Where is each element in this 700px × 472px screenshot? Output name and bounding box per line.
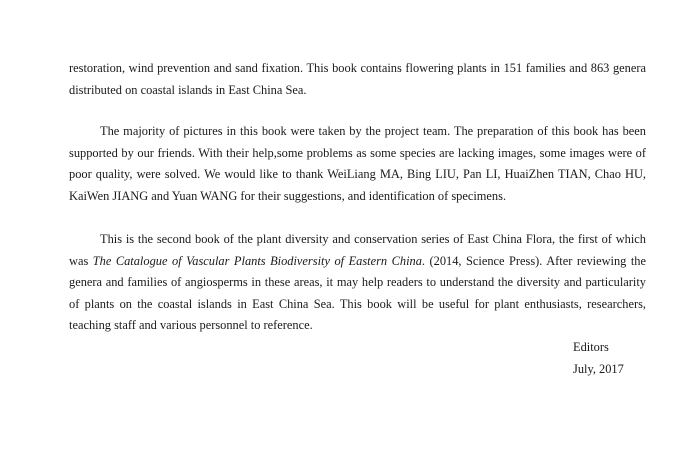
previous-book-title: The Catalogue of Vascular Plants Biodiversity of Eastern China xyxy=(92,253,422,268)
series-text-before-title: This is the second book of the plant diversity and conservation series of East China Flora, the first of which was xyxy=(69,232,646,268)
signature-date: July, 2017 xyxy=(573,362,624,376)
signature-editors: Editors xyxy=(573,340,609,354)
paragraph-intro-continuation: restoration, wind prevention and sand fixation. This book contains flowering plants in 151 families and 863 genera distributed on coastal islands in East China Sea. xyxy=(69,61,646,97)
paragraph-acknowledgements: The majority of pictures in this book were taken by the project team. The preparation of this book has been supported by our friends. With their help,some problems as some species are lacking images, some images were of poor quality, were solved. We would like to thank WeiLiang MA, Bing LIU, Pan LI, HuaiZhen TIAN, Chao HU, KaiWen JIANG and Yuan WANG for their suggestions, and identification of specimens. xyxy=(69,124,646,203)
series-text-after-title: . (2014, Science Press). After reviewing the genera and families of angiosperms in these areas, it may help readers to understand the diversity and particularity of plants on the coastal islands in East China Sea. This book will be useful for plant enthusiasts, researchers, teaching staff and various personnel to reference. xyxy=(69,253,646,333)
paragraph-series-info xyxy=(69,229,646,337)
